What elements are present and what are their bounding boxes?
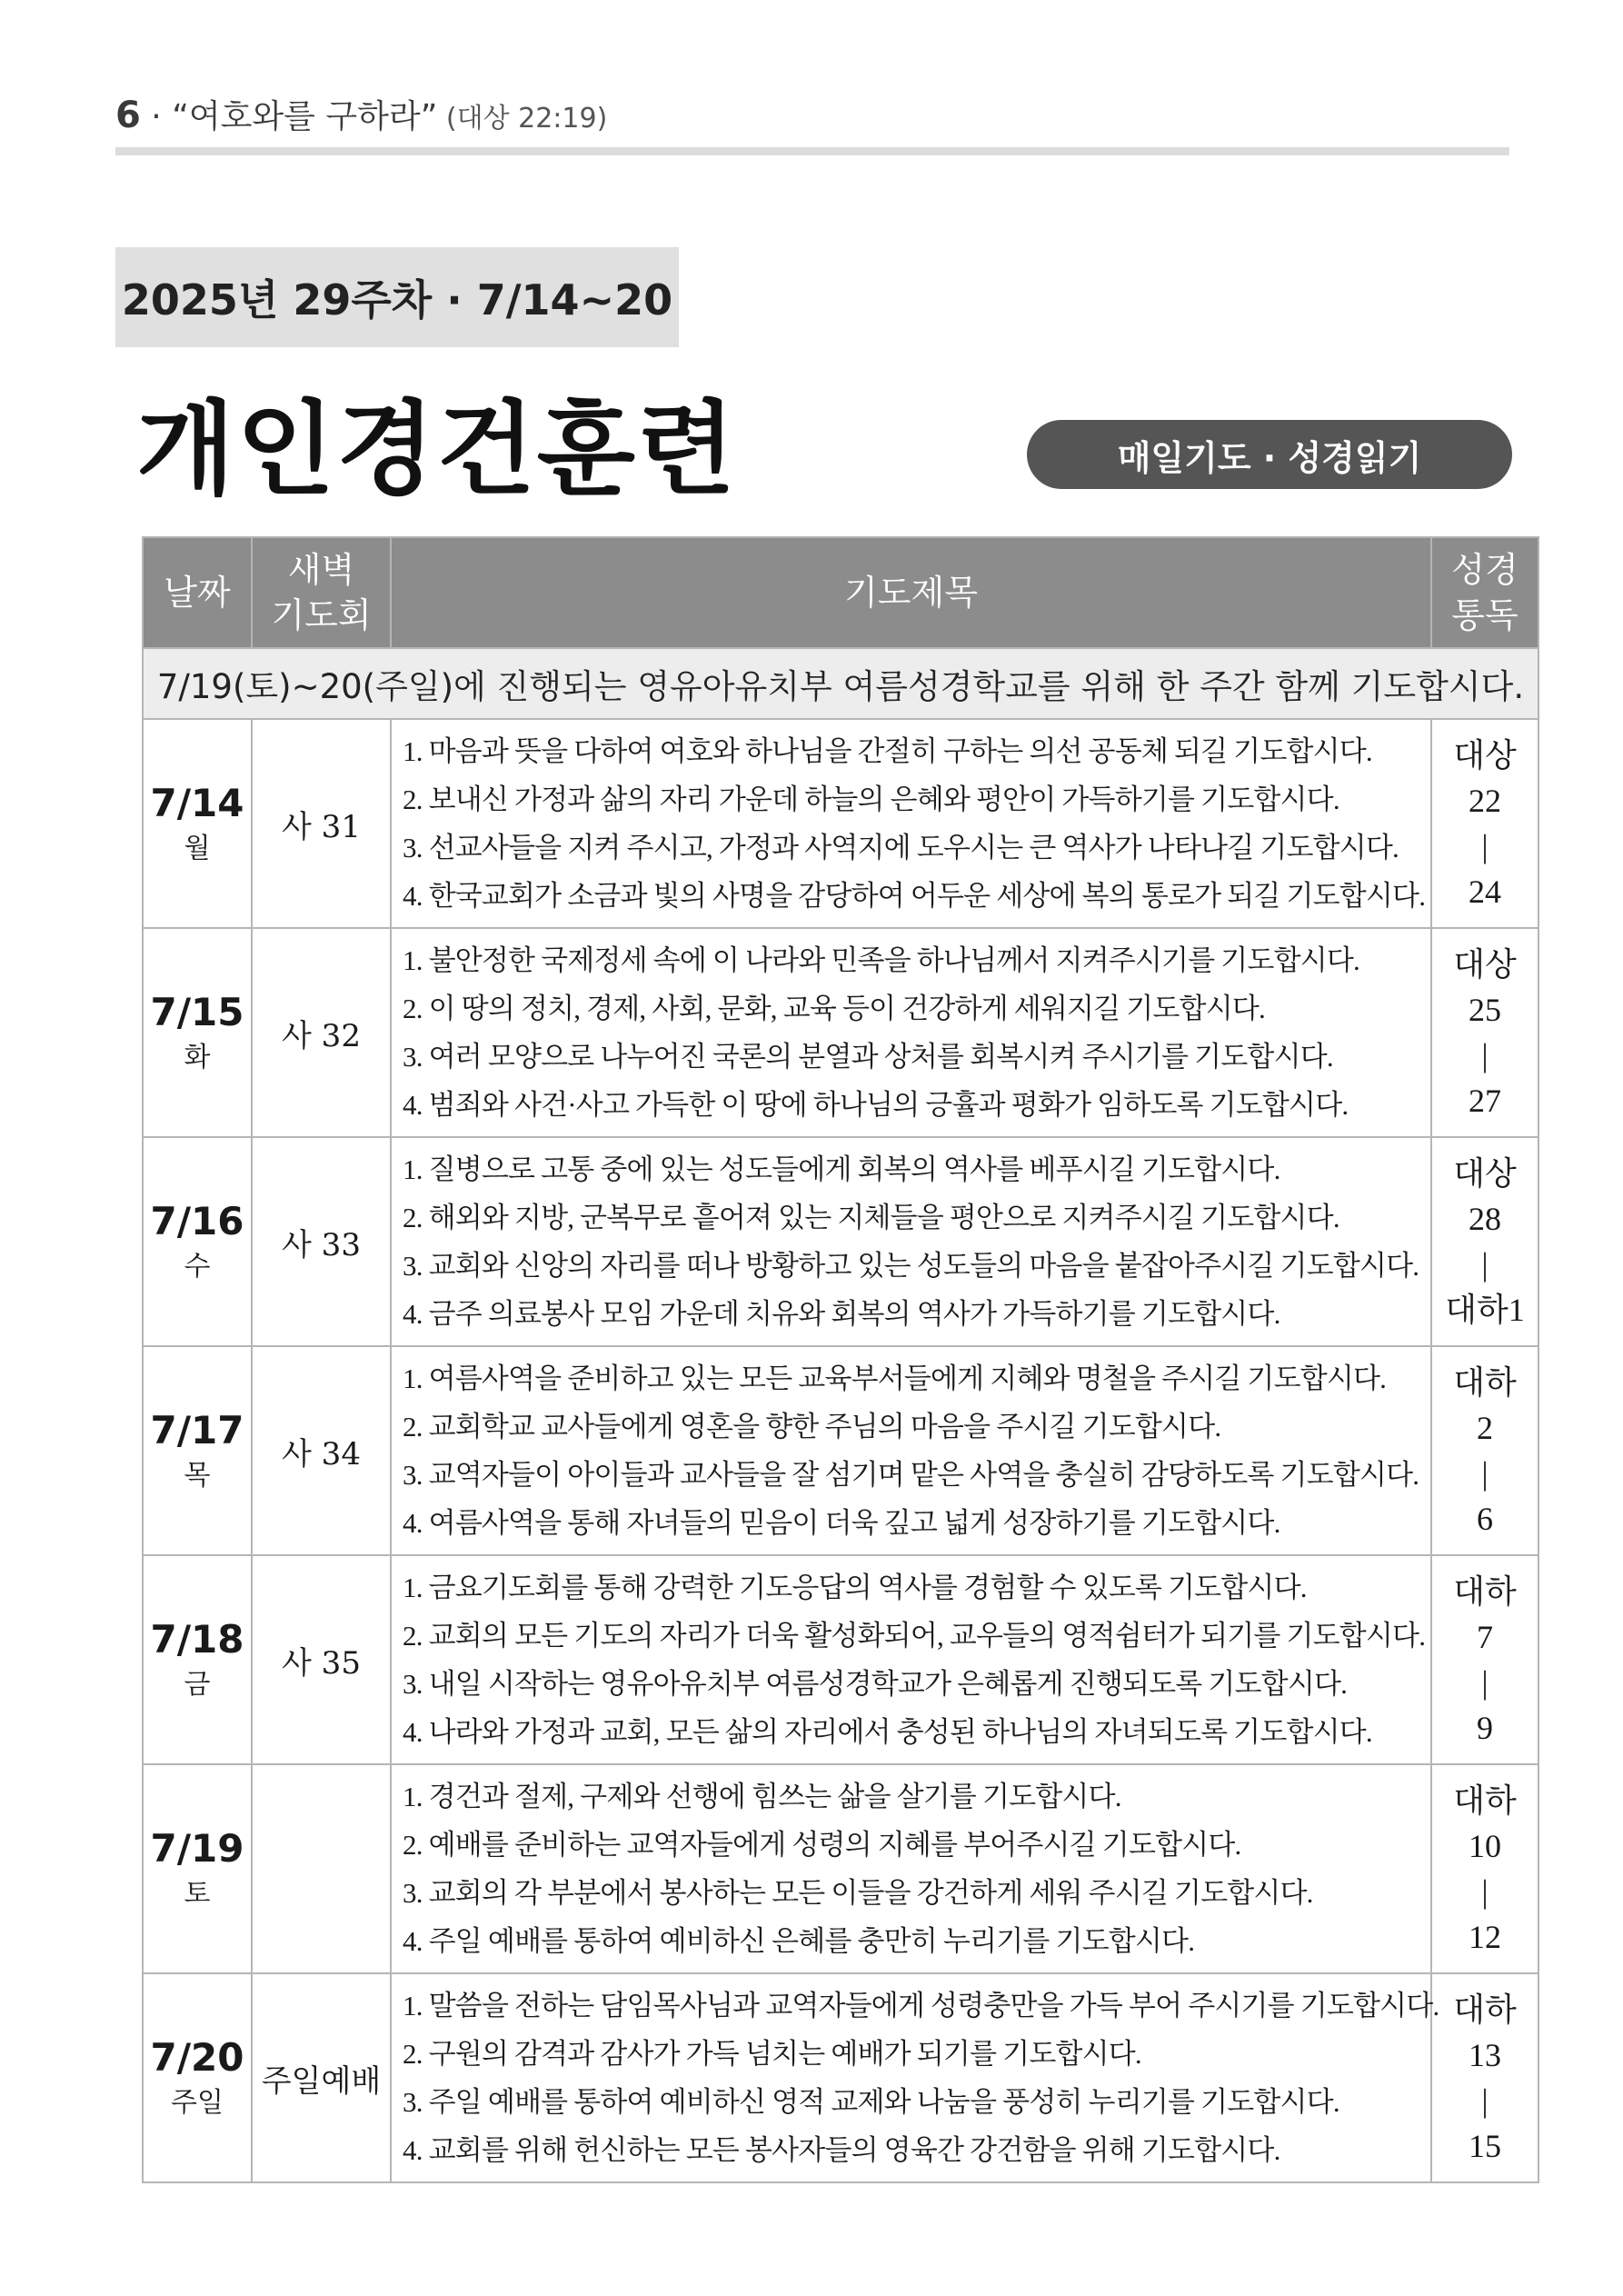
dawn-passage: 사 35 bbox=[252, 1555, 391, 1764]
table-row bbox=[143, 1346, 1538, 1555]
weekday: 토 bbox=[184, 1878, 211, 1910]
reading-line: 대상 bbox=[1453, 737, 1517, 774]
dawn-passage: 사 33 bbox=[252, 1137, 391, 1346]
prayer-list bbox=[403, 1354, 1421, 1547]
table-row bbox=[143, 1764, 1538, 1973]
reading-line: 2 bbox=[1477, 1410, 1493, 1446]
date-value: 7/16 bbox=[150, 1199, 244, 1243]
section-pill: 매일기도 · 성경읽기 bbox=[1027, 420, 1512, 489]
prayer-list bbox=[403, 1772, 1421, 1965]
prayer-item: 2. 해외와 지방, 군복무로 흩어져 있는 지체들을 평안으로 지켜주시길 기도합시다. bbox=[403, 1202, 1339, 1233]
dawn-passage: 주일예배 bbox=[252, 1973, 391, 2182]
date-cell bbox=[143, 1764, 252, 1973]
reading-line: | bbox=[1481, 828, 1489, 864]
prayer-item: 3. 교회의 각 부분에서 봉사하는 모든 이들을 강건하게 세워 주시길 기도합시다. bbox=[403, 1877, 1313, 1909]
date-cell bbox=[143, 1346, 252, 1555]
prayer-item: 2. 예배를 준비하는 교역자들에게 성령의 지혜를 부어주시길 기도합시다. bbox=[403, 1829, 1241, 1861]
notice-text: 7/19(토)~20(주일)에 진행되는 영유아유치부 여름성경학교를 위해 한 주간 함께 기도합시다. bbox=[143, 648, 1538, 719]
reading-line: 22 bbox=[1469, 783, 1501, 819]
reading-cell bbox=[1431, 1973, 1538, 2182]
prayer-items-cell bbox=[391, 719, 1431, 928]
date-cell bbox=[143, 1555, 252, 1764]
reading-line: | bbox=[1481, 2082, 1489, 2119]
date-value: 7/19 bbox=[150, 1826, 244, 1871]
page-title: 개인경건훈련 bbox=[136, 391, 738, 509]
reading-line: | bbox=[1481, 1455, 1489, 1492]
reading-cell bbox=[1431, 719, 1538, 928]
prayer-item: 1. 마음과 뜻을 다하여 여호와 하나님을 간절히 구하는 의선 공동체 되길 기도합시다. bbox=[403, 735, 1372, 767]
header-reference: (대상 22:19) bbox=[437, 103, 608, 135]
prayer-item: 1. 질병으로 고통 중에 있는 성도들에게 회복의 역사를 베푸시길 기도합시다. bbox=[403, 1153, 1280, 1185]
reading-line: 대하 bbox=[1453, 1364, 1517, 1401]
table-row bbox=[143, 1137, 1538, 1346]
prayer-item: 4. 한국교회가 소금과 빛의 사명을 감당하여 어두운 세상에 복의 통로가 되길 기도합시다. bbox=[403, 880, 1426, 912]
date-cell bbox=[143, 1973, 252, 2182]
reading-line: 10 bbox=[1469, 1828, 1501, 1864]
header-rule bbox=[115, 147, 1509, 155]
table-header-row bbox=[143, 537, 1538, 648]
weekday: 목 bbox=[184, 1460, 211, 1492]
dawn-passage: 사 34 bbox=[252, 1346, 391, 1555]
prayer-items-cell bbox=[391, 1555, 1431, 1764]
prayer-items-cell bbox=[391, 1137, 1431, 1346]
reading-line: 대하1 bbox=[1445, 1292, 1525, 1328]
reading-cell bbox=[1431, 1346, 1538, 1555]
reading-line: 27 bbox=[1469, 1083, 1501, 1119]
prayer-item: 3. 주일 예배를 통하여 예비하신 영적 교제와 나눔을 풍성히 누리기를 기도합시다. bbox=[403, 2086, 1339, 2118]
prayer-list bbox=[403, 727, 1426, 920]
reading-line: 대상 bbox=[1453, 946, 1517, 983]
reading-line: 12 bbox=[1469, 1919, 1501, 1955]
reading-line: 24 bbox=[1469, 873, 1501, 910]
reading-line: | bbox=[1481, 1664, 1489, 1701]
prayer-item: 2. 교회의 모든 기도의 자리가 더욱 활성화되어, 교우들의 영적쉼터가 되기를 기도합시다. bbox=[403, 1620, 1426, 1652]
weekday: 금 bbox=[184, 1669, 211, 1701]
reading-cell bbox=[1431, 1555, 1538, 1764]
header-prayer-title: 기도제목 bbox=[391, 537, 1431, 648]
weekday: 수 bbox=[184, 1251, 211, 1283]
prayer-item: 3. 선교사들을 지켜 주시고, 가정과 사역지에 도우시는 큰 역사가 나타나길 기도합시다. bbox=[403, 832, 1399, 863]
weekday: 화 bbox=[184, 1042, 211, 1073]
weekday: 월 bbox=[184, 833, 211, 864]
reading-line: 대하 bbox=[1453, 1573, 1517, 1610]
reading-line: 28 bbox=[1469, 1201, 1501, 1237]
reading-cell bbox=[1431, 1764, 1538, 1973]
prayer-item: 1. 불안정한 국제정세 속에 이 나라와 민족을 하나님께서 지켜주시기를 기도합시다. bbox=[403, 944, 1359, 976]
prayer-table bbox=[142, 536, 1539, 2183]
week-label: 2025년 29주차 · 7/14~20 bbox=[115, 247, 679, 347]
prayer-items-cell bbox=[391, 1346, 1431, 1555]
date-cell bbox=[143, 928, 252, 1137]
header-date: 날짜 bbox=[143, 537, 252, 648]
reading-line: | bbox=[1481, 1037, 1489, 1073]
table-row bbox=[143, 928, 1538, 1137]
reading-line: 대하 bbox=[1453, 1782, 1517, 1819]
prayer-item: 3. 교회와 신앙의 자리를 떠나 방황하고 있는 성도들의 마음을 붙잡아주시길 기도합시다. bbox=[403, 1250, 1419, 1282]
reading-line: 13 bbox=[1469, 2037, 1501, 2073]
prayer-list bbox=[403, 936, 1421, 1129]
reading-line: 25 bbox=[1469, 992, 1501, 1028]
prayer-item: 2. 구원의 감격과 감사가 가득 넘치는 예배가 되기를 기도합시다. bbox=[403, 2038, 1141, 2070]
header-reading: 성경 통독 bbox=[1431, 537, 1538, 648]
prayer-item: 4. 주일 예배를 통하여 예비하신 은혜를 충만히 누리기를 기도합시다. bbox=[403, 1925, 1195, 1957]
prayer-item: 1. 말씀을 전하는 담임목사님과 교역자들에게 성령충만을 가득 부어 주시기를 기도합시다. bbox=[403, 1990, 1439, 2021]
prayer-item: 4. 나라와 가정과 교회, 모든 삶의 자리에서 충성된 하나님의 자녀되도록 기도합시다. bbox=[403, 1716, 1372, 1748]
reading-cell bbox=[1431, 1137, 1538, 1346]
reading-line: | bbox=[1481, 1246, 1489, 1283]
prayer-item: 3. 여러 모양으로 나누어진 국론의 분열과 상처를 회복시켜 주시기를 기도합시다. bbox=[403, 1041, 1333, 1073]
date-cell bbox=[143, 719, 252, 928]
prayer-item: 1. 여름사역을 준비하고 있는 모든 교육부서들에게 지혜와 명철을 주시길 기도합시다. bbox=[403, 1363, 1387, 1394]
reading-line: 15 bbox=[1469, 2128, 1501, 2164]
prayer-list bbox=[403, 1563, 1426, 1756]
date-value: 7/15 bbox=[150, 990, 244, 1034]
date-value: 7/14 bbox=[150, 781, 244, 825]
reading-line: 9 bbox=[1477, 1710, 1493, 1746]
date-value: 7/17 bbox=[150, 1408, 244, 1452]
prayer-item: 3. 교역자들이 아이들과 교사들을 잘 섬기며 맡은 사역을 충실히 감당하도록 기도합시다. bbox=[403, 1459, 1419, 1491]
prayer-item: 1. 금요기도회를 통해 강력한 기도응답의 역사를 경험할 수 있도록 기도합시다. bbox=[403, 1572, 1307, 1603]
reading-line: 대하 bbox=[1453, 1992, 1517, 2028]
weekday: 주일 bbox=[171, 2087, 224, 2119]
prayer-list bbox=[403, 1145, 1421, 1338]
reading-line: 대상 bbox=[1453, 1155, 1517, 1192]
prayer-list bbox=[403, 1982, 1439, 2174]
prayer-items-cell bbox=[391, 1973, 1439, 2182]
page-number: 6 bbox=[115, 95, 141, 136]
page-header bbox=[115, 91, 607, 137]
reading-cell bbox=[1431, 928, 1538, 1137]
reading-line: | bbox=[1481, 1873, 1489, 1910]
prayer-item: 2. 교회학교 교사들에게 영혼을 향한 주님의 마음을 주시길 기도합시다. bbox=[403, 1411, 1221, 1442]
prayer-items-cell bbox=[391, 1764, 1431, 1973]
prayer-item: 1. 경건과 절제, 구제와 선행에 힘쓰는 삶을 살기를 기도합시다. bbox=[403, 1781, 1121, 1812]
reading-line: 6 bbox=[1477, 1501, 1493, 1537]
table-row bbox=[143, 1555, 1538, 1764]
prayer-item: 4. 금주 의료봉사 모임 가운데 치유와 회복의 역사가 가득하기를 기도합시다. bbox=[403, 1298, 1280, 1330]
reading-line: 7 bbox=[1477, 1619, 1493, 1655]
table-row bbox=[143, 719, 1538, 928]
dawn-passage bbox=[252, 1764, 391, 1973]
table-row bbox=[143, 1973, 1538, 2182]
prayer-item: 2. 보내신 가정과 삶의 자리 가운데 하늘의 은혜와 평안이 가득하기를 기도합시다. bbox=[403, 784, 1339, 815]
header-dawn: 새벽 기도회 bbox=[252, 537, 391, 648]
date-value: 7/18 bbox=[150, 1617, 244, 1662]
prayer-item: 4. 교회를 위해 헌신하는 모든 봉사자들의 영육간 강건함을 위해 기도합시다. bbox=[403, 2134, 1280, 2166]
header-separator: · bbox=[140, 98, 173, 135]
prayer-item: 4. 범죄와 사건·사고 가득한 이 땅에 하나님의 긍휼과 평화가 임하도록 기도합시다. bbox=[403, 1089, 1349, 1121]
prayer-item: 4. 여름사역을 통해 자녀들의 믿음이 더욱 깊고 넓게 성장하기를 기도합시다. bbox=[403, 1507, 1280, 1539]
prayer-item: 3. 내일 시작하는 영유아유치부 여름성경학교가 은혜롭게 진행되도록 기도합시다. bbox=[403, 1668, 1348, 1700]
prayer-item: 2. 이 땅의 정치, 경제, 사회, 문화, 교육 등이 건강하게 세워지길 기도합시다. bbox=[403, 993, 1265, 1024]
date-value: 7/20 bbox=[150, 2035, 244, 2080]
notice-row bbox=[143, 648, 1538, 719]
prayer-items-cell bbox=[391, 928, 1431, 1137]
dawn-passage: 사 32 bbox=[252, 928, 391, 1137]
dawn-passage: 사 31 bbox=[252, 719, 391, 928]
header-title: “여호와를 구하라” bbox=[172, 98, 438, 135]
date-cell bbox=[143, 1137, 252, 1346]
